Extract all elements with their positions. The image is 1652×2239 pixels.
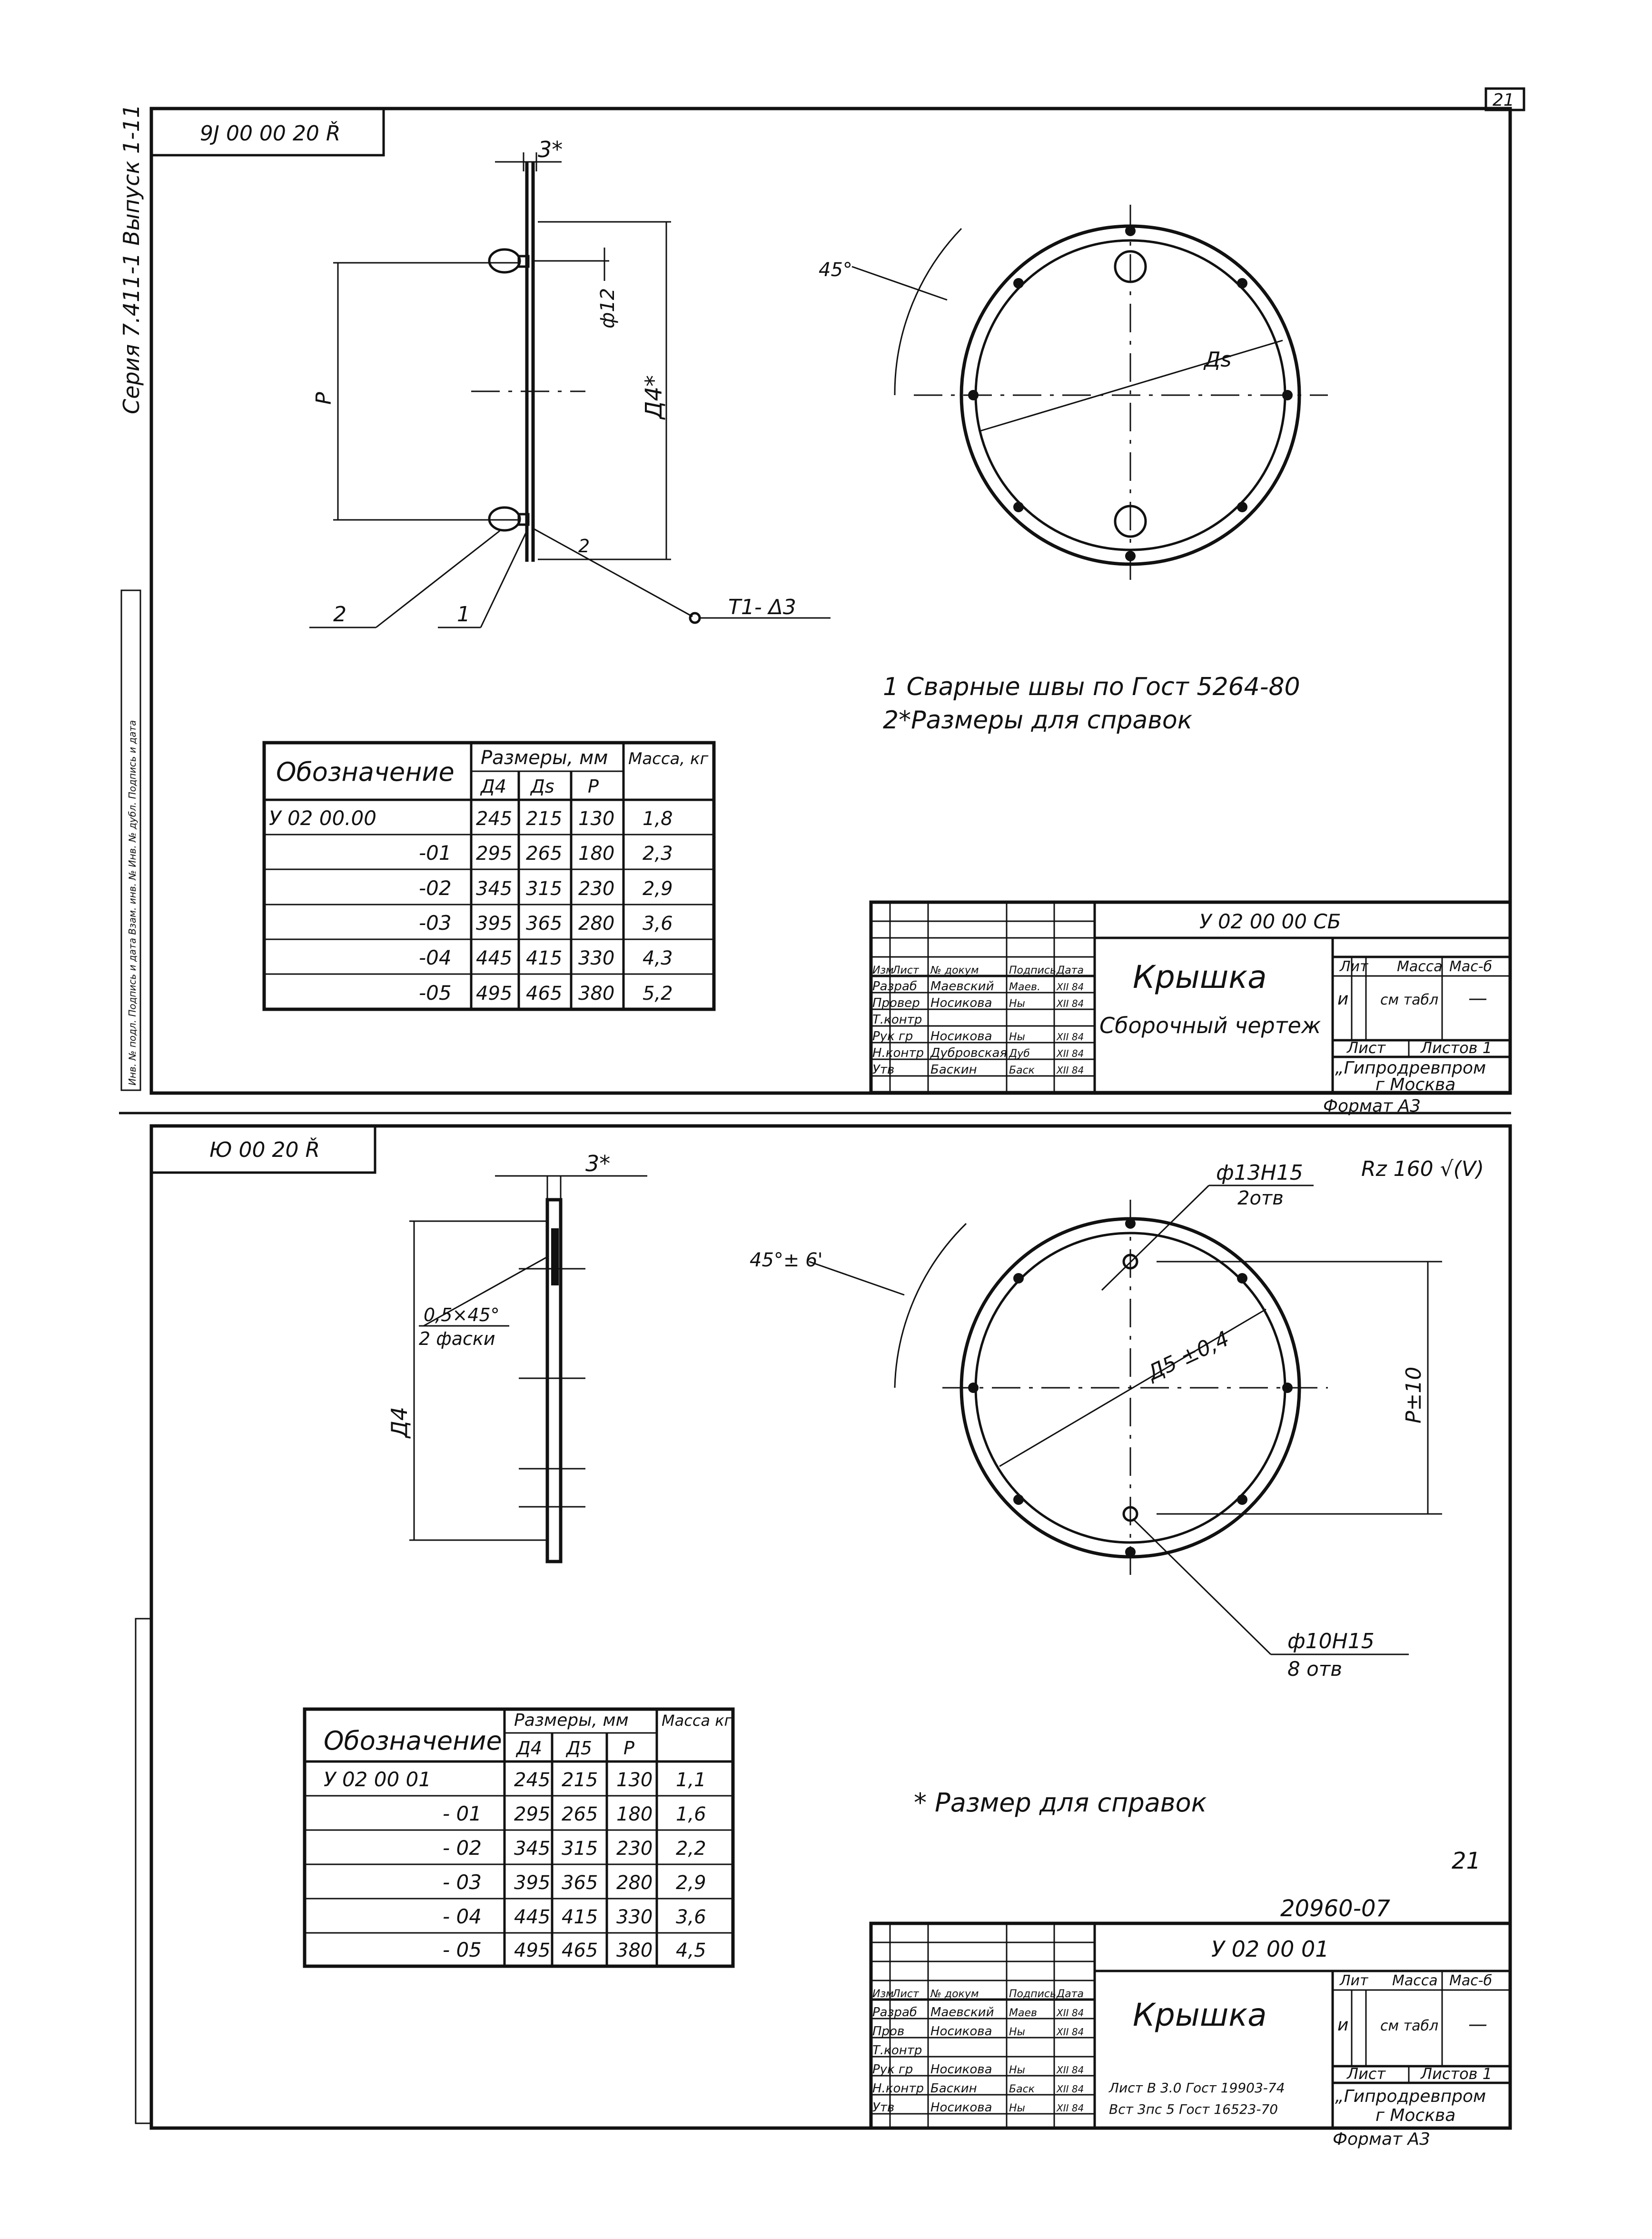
table1-cell: 5,2 (643, 983, 673, 1005)
tb2-person-sign: Ны (1009, 2026, 1025, 2038)
tb2-person-sign: Маев (1009, 2007, 1037, 2019)
table1-row (419, 841, 673, 865)
tb1-subtitle: Сборочный чертеж (1099, 1013, 1321, 1038)
table2-row (443, 1836, 706, 1860)
sheet-1-frame (151, 109, 1510, 1093)
sheet-2 (136, 1126, 1510, 2149)
left-stamp-text: Инв. № подл. Подпись и дата Взам. инв. № Инв. № дубл. Подпись и дата (127, 720, 138, 1085)
table2-cell: - 04 (443, 1905, 482, 1928)
tb2-person-role: Утв (872, 2100, 895, 2115)
tb2-person-role: Н.контр (872, 2081, 924, 2096)
table2-cell: 265 (562, 1803, 598, 1825)
note-reference: * Размер для справок (914, 1788, 1207, 1818)
table1-cell: 445 (476, 947, 513, 969)
tb2-person-sign: Ны (1009, 2102, 1025, 2114)
table2-cell: 280 (616, 1872, 653, 1894)
table1-cell: 230 (578, 878, 615, 900)
table2-header-sizes: Размеры, мм (514, 1711, 629, 1730)
sheet-2-num: 21 (1452, 1848, 1481, 1874)
table2-cell: 1,6 (676, 1803, 706, 1825)
tb1-role: № докум (930, 965, 979, 976)
dim-ds-2: Д5 ±0,4 (1144, 1326, 1233, 1385)
table2-header-mass: Масса кг (662, 1712, 732, 1730)
table1-header-sizes: Размеры, мм (481, 747, 608, 769)
table1-cell: 395 (476, 913, 513, 935)
tb2-person-name: Носикова (930, 2100, 992, 2115)
table1-cell: 495 (476, 983, 513, 1005)
sheet-2-frame (151, 1126, 1510, 2128)
table1-cell: 315 (526, 878, 563, 900)
table1-cell: 215 (526, 808, 563, 830)
tb1-person-role: Рук гр (872, 1029, 913, 1044)
table2-row (443, 1905, 706, 1928)
tb1-person-role: Н.контр (872, 1046, 924, 1060)
tb2-role: Дата (1057, 1988, 1084, 2000)
table2-cell: - 01 (443, 1802, 482, 1825)
dim-thickness-2: 3* (585, 1151, 611, 1176)
holes-big-count: 2отв (1237, 1187, 1284, 1209)
tb1-person-date: XII 84 (1057, 998, 1084, 1009)
dim-d4-label: Д4* (641, 375, 667, 419)
callout-1: 1 (457, 602, 470, 627)
table1-cell: 465 (526, 983, 563, 1005)
table2-cell: 315 (562, 1838, 598, 1860)
tb2-material-1: Лист В 3.0 Гост 19903-74 (1109, 2080, 1285, 2096)
tb1-person-date: XII 84 (1057, 981, 1084, 993)
holes-big: ф13Н15 (1216, 1161, 1303, 1185)
table2-cell: У 02 00 01 (324, 1768, 431, 1791)
tb2-mass-value: см табл (1380, 2018, 1439, 2034)
tb1-scale-value: — (1468, 987, 1487, 1009)
tb1-person-date: XII 84 (1057, 1065, 1084, 1076)
roughness: Rz 160 √(V) (1361, 1157, 1484, 1181)
side-view-2 (386, 1151, 647, 1562)
tb2-person-role: Т.контр (872, 2043, 922, 2058)
table2-row (443, 1871, 706, 1894)
table2-cell: 130 (616, 1769, 653, 1791)
table1-sub-d4: Д4 (481, 776, 506, 797)
tb1-org-2: г Москва (1375, 1075, 1456, 1095)
table2-cell: 215 (562, 1769, 598, 1791)
tb2-person-sign: Баск (1009, 2083, 1035, 2095)
tb2-scale-header: Мас-б (1449, 1972, 1493, 1989)
table1-cell: -04 (419, 946, 452, 969)
note-1: 1 Сварные швы по Гост 5264-80 (883, 673, 1300, 701)
title-block-1 (871, 902, 1510, 1116)
tb1-name: Крышка (1133, 959, 1267, 995)
table2-cell: - 03 (443, 1871, 482, 1894)
table1-cell: -05 (419, 981, 452, 1005)
table2-cell: 3,6 (676, 1906, 706, 1928)
tb2-lit-value: и (1337, 2015, 1349, 2035)
chamfer-note: 2 фаски (419, 1328, 495, 1349)
tb1-person-date: XII 84 (1057, 1031, 1084, 1043)
tb2-lit-header: Лит (1340, 1972, 1368, 1989)
table1-cell: 380 (578, 983, 615, 1005)
table2-cell: 465 (562, 1940, 598, 1961)
table1-cell: 330 (578, 947, 615, 969)
tb1-person-sign: Баск (1009, 1065, 1035, 1076)
tb1-format: Формат А3 (1323, 1096, 1421, 1116)
table1-header-mass: Масса, кг (628, 749, 709, 768)
tb2-person-date: XII 84 (1057, 2064, 1084, 2076)
table1-row (419, 911, 673, 935)
tb1-lit-header: Лит (1340, 958, 1368, 975)
tb1-scale-header: Мас-б (1449, 958, 1493, 975)
weld-number: 2 (578, 536, 590, 557)
dim-angle-2: 45°± 6' (750, 1249, 823, 1271)
tb2-person-date: XII 84 (1057, 2102, 1084, 2114)
table2-sub-p: P (623, 1738, 634, 1759)
dim-d4-2: Д4 (386, 1406, 412, 1438)
table2-sub-d5: Д5 (566, 1738, 592, 1759)
tb1-person-role: Утв (872, 1063, 895, 1077)
tb1-person-name: Маевский (930, 979, 994, 994)
table1-cell: -03 (419, 911, 452, 935)
tb1-sheets-label: Листов 1 (1421, 1039, 1493, 1057)
tb2-person-name: Носикова (930, 2062, 992, 2077)
tb1-person-role: Т.контр (872, 1013, 922, 1027)
table1-cell: 1,8 (643, 808, 673, 830)
dim-p-label: P (312, 392, 336, 405)
corner-designation: 9J 00 00 20 Ř (200, 121, 341, 146)
table2-cell: 495 (514, 1940, 551, 1961)
table1-cell: 280 (578, 913, 615, 935)
table2-cell: 245 (514, 1769, 551, 1791)
table1-row (419, 981, 673, 1005)
tb2-sheets-label: Листов 1 (1421, 2065, 1493, 2083)
table2-cell: 230 (616, 1838, 653, 1860)
tb1-person-name: Дубровская (930, 1046, 1008, 1060)
tb1-people (872, 979, 1084, 1077)
table1-cell: 415 (526, 947, 563, 969)
dim-angle: 45° (819, 259, 852, 281)
table2-cell: 4,5 (676, 1940, 706, 1961)
table1-cell: 2,9 (643, 878, 673, 900)
table1-row (419, 876, 673, 900)
tb1-role: Дата (1057, 965, 1084, 976)
tb1-code: У 02 00 00 СБ (1199, 910, 1341, 933)
tb1-person-date: XII 84 (1057, 1048, 1084, 1059)
tb1-person-sign: Ны (1009, 1031, 1025, 1043)
table2-cell: 330 (616, 1906, 653, 1928)
tb1-person-sign: Ны (1009, 998, 1025, 1010)
series-label: Серия 7.411-1 Выпуск 1-11 (119, 104, 144, 414)
table1-row (419, 946, 673, 969)
tb1-mass-header: Масса (1397, 958, 1443, 975)
tb2-person-name: Маевский (930, 2005, 994, 2020)
tb2-material-2: Вст 3пс 5 Гост 16523-70 (1109, 2101, 1278, 2117)
table1-cell: 345 (476, 878, 513, 900)
table1-cell: 130 (578, 808, 615, 830)
tb1-role: Лист (892, 965, 919, 976)
tb1-person-name: Носикова (930, 1029, 992, 1044)
tb2-code: У 02 00 01 (1211, 1936, 1329, 1962)
table2-header-designation: Обозначение (324, 1726, 502, 1756)
table2-row (324, 1768, 706, 1791)
tb1-person-role: Разраб (872, 979, 917, 994)
tb2-person-date: XII 84 (1057, 2083, 1084, 2095)
tb2-role: Подпись (1009, 1988, 1056, 2000)
tb2-org-1: „Гипродревпром (1335, 2087, 1486, 2106)
table2-cell: 180 (616, 1803, 653, 1825)
chamfer-dim: 0,5×45° (424, 1304, 500, 1325)
tb2-people (872, 2005, 1084, 2115)
tb2-format: Формат А3 (1333, 2130, 1431, 2149)
table2-cell: 365 (562, 1872, 598, 1894)
table1-cell: 245 (476, 808, 513, 830)
tb2-role: № докум (930, 1988, 979, 2000)
weld-symbol: Т1- Δ3 (728, 595, 796, 619)
table2-cell: - 02 (443, 1836, 482, 1860)
table1-cell: 4,3 (643, 947, 673, 969)
tb1-org-1: „Гипродревпром (1335, 1058, 1486, 1078)
plan-view-2 (750, 1157, 1484, 1681)
table2-row (443, 1938, 706, 1961)
tb2-person-sign: Ны (1009, 2064, 1025, 2076)
table1-cell: 365 (526, 913, 563, 935)
table1-cell: 180 (578, 843, 615, 865)
table1-cell: 3,6 (643, 913, 673, 935)
holes-small: ф10Н15 (1287, 1629, 1375, 1653)
tb1-role: Изм (872, 965, 894, 976)
table1-sub-p: P (588, 776, 599, 797)
table2-cell: 380 (616, 1940, 653, 1961)
table2-cell: 2,2 (676, 1838, 706, 1860)
dim-thickness: 3* (538, 137, 563, 162)
table2-cell: - 05 (443, 1938, 482, 1961)
tb2-role: Изм (872, 1988, 894, 2000)
sheet-1 (119, 89, 1524, 1116)
table2-cell: 295 (514, 1803, 551, 1825)
title-block-2 (871, 1923, 1510, 2149)
tb2-org-2: г Москва (1375, 2106, 1456, 2125)
tb2-person-role: Рук гр (872, 2062, 913, 2077)
tb1-lit-value: и (1337, 989, 1349, 1009)
tb2-person-date: XII 84 (1057, 2007, 1084, 2019)
tb2-person-role: Разраб (872, 2005, 917, 2020)
dimension-table-2 (305, 1709, 733, 1966)
table1-sub-ds: Дs (531, 776, 554, 797)
table2-sub-d4: Д4 (516, 1738, 542, 1759)
tb1-mass-value: см табл (1380, 992, 1439, 1008)
dimension-table-1 (264, 743, 714, 1009)
tb2-person-name: Баскин (930, 2081, 977, 2096)
note-2: 2*Размеры для справок (883, 706, 1193, 735)
tb1-person-name: Баскин (930, 1063, 977, 1077)
table1-header-designation: Обозначение (276, 757, 455, 787)
table2-cell: 1,1 (676, 1769, 706, 1791)
table1-cell: У 02 00.00 (269, 806, 376, 830)
tb2-person-name: Носикова (930, 2024, 992, 2039)
dim-p-2: P±10 (1402, 1366, 1426, 1423)
holes-small-count: 8 отв (1287, 1657, 1342, 1681)
table1-cell: 295 (476, 843, 513, 865)
tb1-person-name: Носикова (930, 996, 992, 1010)
archive-number: 20960-07 (1280, 1895, 1391, 1922)
tb2-scale-value: — (1468, 2013, 1487, 2035)
plan-view-1 (819, 205, 1328, 586)
page-number: 21 (1493, 90, 1514, 110)
tb1-sheet-label: Лист (1347, 1039, 1386, 1057)
table2-cell: 395 (514, 1872, 551, 1894)
tb2-role: Лист (892, 1988, 919, 2000)
tb2-person-date: XII 84 (1057, 2026, 1084, 2038)
tb1-person-sign: Маев. (1009, 981, 1040, 993)
table1-cell: 265 (526, 843, 563, 865)
table2-row (443, 1802, 706, 1825)
tb2-person-role: Пров (872, 2024, 905, 2039)
tb2-name: Крышка (1133, 1997, 1267, 2033)
table1-cell: 2,3 (643, 843, 673, 865)
table2-cell: 2,9 (676, 1872, 706, 1894)
side-view-1 (309, 137, 831, 627)
tb1-person-sign: Дуб (1009, 1048, 1030, 1060)
table1-cell: -01 (419, 841, 452, 865)
table2-cell: 345 (514, 1838, 551, 1860)
tb2-sheet-label: Лист (1347, 2065, 1386, 2083)
tb1-role: Подпись (1009, 965, 1056, 976)
dim-ds: Дs (1204, 348, 1232, 372)
callout-2: 2 (333, 602, 346, 627)
table2-cell: 445 (514, 1906, 551, 1928)
table2-cell: 415 (562, 1906, 598, 1928)
corner-designation-2: Ю 00 20 Ř (209, 1138, 320, 1162)
dim-bolt-dia: ф12 (597, 288, 619, 328)
table1-cell: -02 (419, 876, 452, 900)
tb2-mass-header: Масса (1392, 1972, 1438, 1989)
tb1-person-role: Провер (872, 996, 920, 1010)
